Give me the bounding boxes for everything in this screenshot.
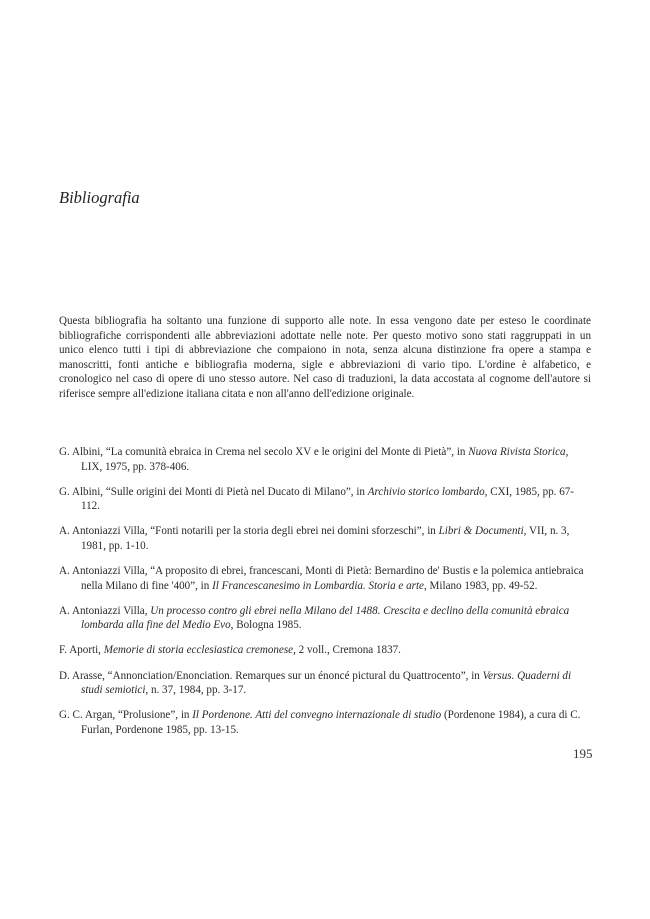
page-number: 195 (573, 746, 593, 761)
entry-italic-title: Nuova Rivista Storica (468, 446, 566, 458)
entry-details: , Milano 1983, pp. 49-52. (424, 579, 538, 592)
entry-italic-title: Archivio storico lombardo (367, 485, 485, 498)
entry-author-title: A. Antoniazzi Villa, (59, 604, 151, 617)
entry-author-title: G. Albini, “Sulle origini dei Monti di Pietà nel Ducato di Milano”, in (59, 485, 368, 498)
bibliography-entry (59, 604, 591, 633)
entry-italic-title: Un processo contro gli ebrei nella Milano del 1488. Crescita e declino della comunità ebraica lombarda alla fine del Medio Evo (81, 604, 570, 632)
entry-author-title: G. Albini, “La comunità ebraica in Crema nel secolo XV e le origini del Monte di Pietà”, in (59, 446, 469, 458)
entry-details: (Pordenone 1984), a cura di C. Furlan, Pordenone 1985, pp. 13-15. (81, 709, 581, 736)
entry-details: , VII, n. 3, 1981, pp. 1-10. (81, 525, 570, 552)
bibliography-entry (59, 564, 591, 593)
entry-details: , 2 voll., Cremona 1837. (293, 644, 401, 657)
entry-italic-title: Libri & Documenti (438, 525, 524, 538)
entry-details: , CXI, 1985, pp. 67-112. (81, 485, 575, 513)
entry-italic-title: Versus. Quaderni di studi semiotici (81, 669, 572, 697)
bibliography-entry (59, 708, 591, 737)
bibliography-entry (59, 669, 591, 698)
entry-author-title: F. Aporti, (59, 644, 104, 657)
intro-paragraph: Questa bibliografia ha soltanto una funzione di supporto alle note. In essa vengono date per esteso le coordinate bibliografiche corrispondenti alle abbreviazioni adottate nelle note. Per questo motivo sono stati raggruppati in un unico elenco tutti i tipi di abbreviazione che compaiono in nota, senza alcuna distinzione fra opere a stampa e manoscritti, fonti antiche e bibliografia moderna, sigle e abbreviazioni di vario tipo. L'ordine è alfabetico, e cronologico nel caso di opere di uno stesso autore. Nel caso di traduzioni, la data accostata al cognome dell'autore si riferisce sempre all'edizione italiana citata e non all'anno dell'edizione originale. (59, 315, 591, 400)
entry-author-title: D. Arasse, “Annonciation/Enonciation. Remarques sur un énoncé pictural du Quattrocento”, in (59, 669, 483, 682)
bibliography-entry (59, 445, 591, 474)
bibliography-list (59, 445, 591, 748)
entry-author-title: G. C. Argan, “Prolusione”, in (59, 709, 193, 722)
entry-italic-title: Il Pordenone. Atti del convegno internazionale di studio (192, 709, 442, 722)
bibliography-entry (59, 485, 591, 514)
entry-italic-title: Memorie di storia ecclesiastica cremonese (103, 644, 294, 657)
entry-details: , Bologna 1985. (230, 619, 302, 632)
entry-details: , LIX, 1975, pp. 378-406. (81, 446, 569, 473)
entry-italic-title: Il Francescanesimo in Lombardia. Storia e arte (212, 579, 424, 592)
entry-author-title: A. Antoniazzi Villa, “Fonti notarili per la storia degli ebrei nei domini sforzeschi”, in (59, 525, 439, 538)
bibliography-entry (59, 524, 591, 553)
bibliography-entry (59, 643, 591, 658)
entry-author-title: A. Antoniazzi Villa, “A proposito di ebrei, francescani, Monti di Pietà: Bernardino de' Bustis e la polemica antiebraica nella Milano di fine '400”, in (59, 565, 584, 592)
section-title: Bibliografia (59, 188, 140, 207)
entry-details: , n. 37, 1984, pp. 3-17. (145, 684, 247, 697)
